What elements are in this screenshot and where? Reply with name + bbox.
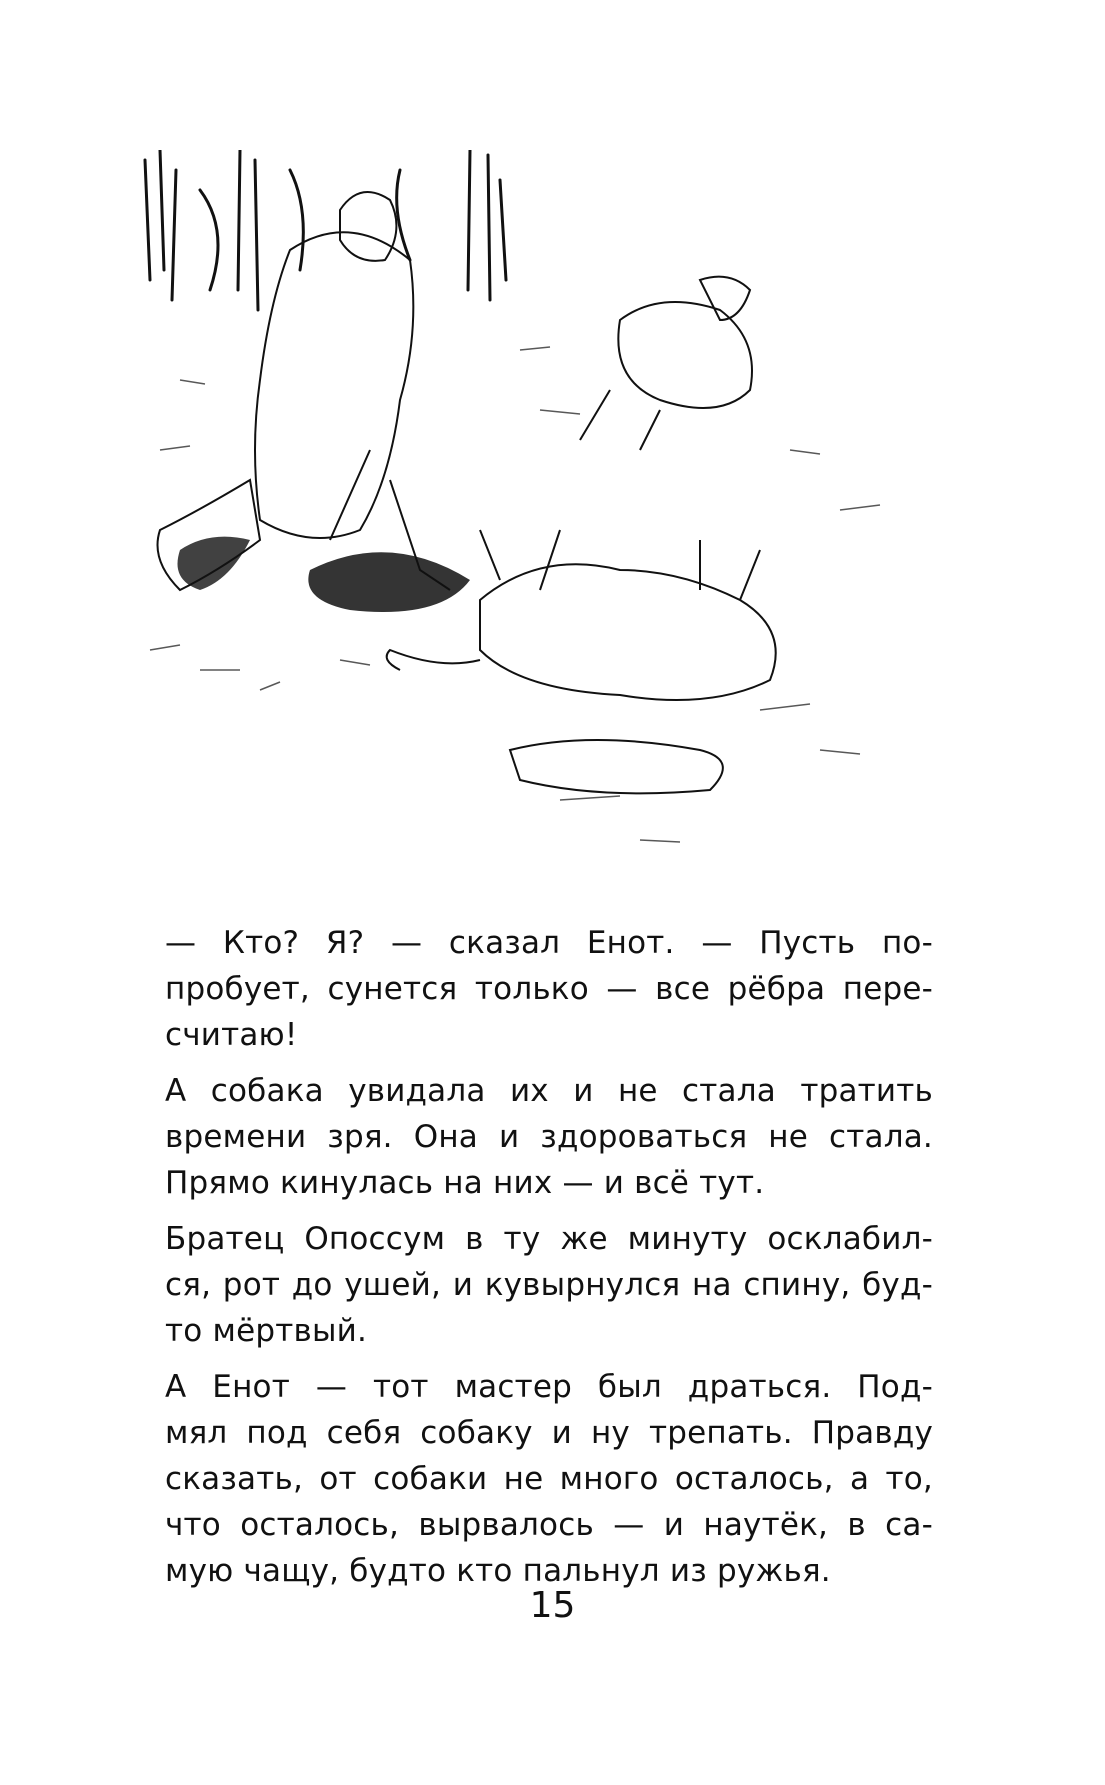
story-illustration: [140, 150, 920, 910]
text-line: А собака увидала их и не стала тратить: [165, 1073, 933, 1109]
text-line: мял под себя собаку и ну трепать. Правду: [165, 1415, 933, 1451]
page-number: 15: [529, 1585, 576, 1626]
ink-drawing-icon: [140, 150, 920, 910]
text-line: сказать, от собаки не много осталось, а то,: [165, 1461, 933, 1497]
paragraph-2: [113, 1068, 933, 1206]
paragraph-1: [113, 920, 933, 1058]
text-line: мую чащу, будто кто пальнул из ружья.: [165, 1553, 831, 1589]
text-line: ся, рот до ушей, и кувырнулся на спину, буд-: [165, 1267, 933, 1303]
text-line: то мёртвый.: [165, 1313, 368, 1349]
text-line: что осталось, вырвалось — и наутёк, в са-: [165, 1507, 933, 1543]
text-line: пробует, сунется только — все рёбра пере-: [165, 971, 933, 1007]
text-line: Прямо кинулась на них — и всё тут.: [165, 1165, 765, 1201]
paragraph-4: [113, 1364, 933, 1594]
text-line: считаю!: [165, 1017, 298, 1053]
story-text: [113, 920, 933, 1604]
text-line: — Кто? Я? — сказал Енот. — Пусть по-: [165, 925, 933, 961]
text-line: времени зря. Она и здороваться не стала.: [165, 1119, 933, 1155]
text-line: Братец Опоссум в ту же минуту осклабил-: [165, 1221, 933, 1257]
text-line: А Енот — тот мастер был драться. Под-: [165, 1369, 933, 1405]
paragraph-3: [113, 1216, 933, 1354]
